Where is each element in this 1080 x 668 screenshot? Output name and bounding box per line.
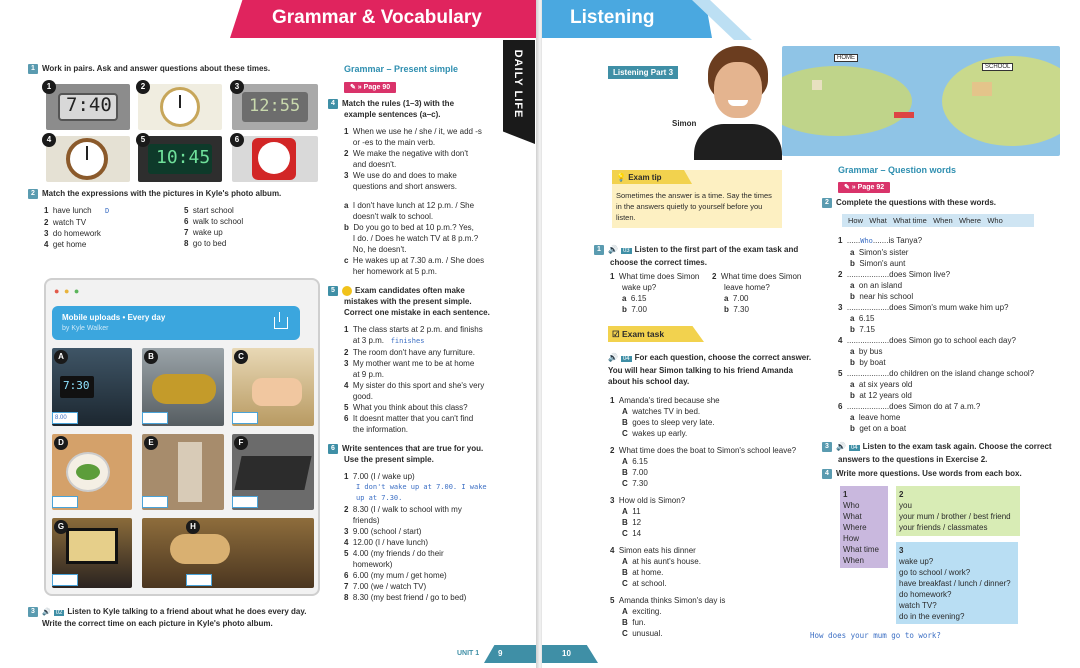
map-illustration: [782, 46, 1060, 156]
ex5-item-4: 4 My sister do this sport and she's very good.: [344, 381, 485, 401]
task-q1: 1 Amanda's tired because she A watches TV in bed. B goes to sleep very late. C wakes up early.: [610, 396, 720, 438]
qw-q3: 3 ...................does Simon's mum wake him up? a 6.15 b 7.15: [838, 303, 1009, 334]
clock-label-4: 4: [42, 133, 56, 147]
left-header-title: Grammar & Vocabulary: [272, 7, 482, 28]
clock-photo-2: [138, 84, 222, 130]
footer-arrow-left: [484, 645, 536, 663]
exam-tip-text: Sometimes the answer is a time. Say the times in the answers quietly to yourself before you listen.: [616, 191, 772, 222]
qw-ex2-instruction: 2 Complete the questions with these words.: [822, 198, 996, 208]
ex1-instruction: [28, 64, 270, 74]
ex6-heading-2: Use the present simple.: [344, 455, 434, 464]
ex5-item-6: 6 It doesnt matter that you can't find the information.: [344, 414, 474, 434]
time-answer-f[interactable]: [232, 496, 258, 508]
grammar-title-right: Grammar – Question words: [838, 165, 957, 175]
ex6-item-8: 8 8.30 (my best friend / go to bed): [344, 593, 467, 602]
audio-icon[interactable]: 🔊: [42, 609, 51, 617]
exam-candidates-icon: [342, 286, 352, 296]
clock-photo-6: [232, 136, 318, 182]
album-label-d: D: [54, 436, 68, 450]
exam-tip-title: 💡 Exam tip: [616, 173, 662, 182]
list-item: 4 get home: [44, 240, 87, 249]
ex2-instruction: [28, 189, 281, 199]
ex4-example-c: c He wakes up at 7.30 a.m. / She does her homework at 5 p.m.: [344, 256, 485, 276]
qw-ex4-instruction: 4 Write more questions. Use words from each box.: [822, 469, 1022, 479]
page-number-right: 10: [562, 649, 571, 658]
side-tab-label: DAILY LIFE: [512, 49, 524, 119]
page-number-left: 9: [498, 649, 503, 658]
ex6-answer-line1: I don't wake up at 7.00. I wake: [356, 483, 487, 491]
ex4-rule-2: 2 We make the negative with don't and doesn't.: [344, 149, 469, 169]
map-label-home: HOME: [834, 54, 858, 62]
ex4-rule-1: 1 When we use he / she / it, we add -s or -es to the main verb.: [344, 127, 482, 147]
qw-q1: 1 ......Who.......is Tanya? a Simon's sister b Simon's aunt: [838, 236, 923, 268]
album-label-e: E: [144, 436, 158, 450]
album-label-g: G: [54, 520, 68, 534]
album-label-h: H: [186, 520, 200, 534]
clock-photo-1: [46, 84, 130, 130]
left-page: [0, 0, 538, 668]
task-q4: 4 Simon eats his dinner A at his aunt's house. B at home. C at school.: [610, 546, 701, 588]
ex3-line2: Write the correct time on each picture in Kyle's photo album.: [42, 619, 273, 628]
task-q2: 2 What time does the boat to Simon's school leave? A 6.15 B 7.00 C 7.30: [610, 446, 797, 488]
time-answer-c[interactable]: [232, 412, 258, 424]
clock-3-digits: 12:55: [249, 96, 301, 116]
window-dots: ● ● ●: [54, 286, 81, 296]
time-answer-a[interactable]: 8.00: [52, 412, 78, 424]
ex5-heading-2: mistakes with the present simple.: [344, 297, 472, 306]
clock-label-5: 5: [136, 133, 150, 147]
list-item: 8 go to bed: [184, 239, 227, 248]
ex2-list-col2: [184, 205, 243, 249]
time-answer-b[interactable]: [142, 412, 168, 424]
time-answer-g[interactable]: [52, 574, 78, 586]
ex4-rule-3: 3 We use do and does to make questions and short answers.: [344, 171, 457, 191]
exam-task-title: ☑ Exam task: [612, 329, 665, 339]
ex6-answer-line2: up at 7.30.: [356, 494, 403, 502]
word-box-3: 3 wake up? go to school / work? have breakfast / lunch / dinner? do homework? watch TV? do in the evening?: [896, 542, 1018, 624]
footer-unit: UNIT 1: [457, 650, 480, 657]
ex6-block: [328, 443, 503, 603]
ex5-item-3: 3 My mother want me to be at home at 9 p.m.: [344, 359, 475, 379]
right-header-title: Listening: [570, 7, 655, 28]
exam-task-block: 🔊 04 For each question, choose the correct answer. You will hear Simon talking to his friend Amanda about his school day. 1 Amanda's tired because she A watches TV in bed. B goes to sleep very late. C wakes up early. 2 What time does the boat to Simon's school leave? A 6.15 B 7.00 C 7.30 3 How old is Simon? A 11 B 12 C 14 4 Simon eats his dinner A at his aunt's house. B at home. C at school. 5 Amanda thinks Simon's day is A exciting. B fun. C unusual.: [608, 352, 838, 639]
clock-photo-3: [232, 84, 318, 130]
clock-label-6: 6: [230, 133, 244, 147]
map-label-school: SCHOOL: [982, 63, 1013, 71]
task-q5: 5 Amanda thinks Simon's day is A exciting. B fun. C unusual.: [610, 596, 726, 638]
ex5-item-5: 5 What you think about this class?: [344, 403, 468, 412]
ex5-heading: 5 Exam candidates often make: [328, 285, 503, 296]
ex5-heading-3: Correct one mistake in each sentence.: [344, 308, 490, 317]
ex3-track: 02: [55, 610, 63, 617]
audio-icon[interactable]: 🔊: [836, 442, 846, 451]
list-item: 2 watch TV: [44, 218, 87, 227]
page-ref-right[interactable]: ✎ » Page 92: [838, 182, 890, 193]
audio-icon[interactable]: 🔊: [608, 245, 618, 254]
ex5-block: [328, 285, 503, 435]
ex5-correction-handwritten: finishes: [390, 337, 425, 345]
ex5-item-1: 1 The class starts at 2 p.m. and finishs at 3 p.m. finishes: [344, 325, 483, 345]
ex6-item-3: 3 9.00 (school / start): [344, 527, 422, 536]
ex4-example-a: a I don't have lunch at 12 p.m. / She doesn't walk to school.: [344, 201, 475, 221]
album-label-b: B: [144, 350, 158, 364]
page-ref-left[interactable]: ✎ » Page 90: [344, 82, 396, 93]
ex4-example-b: b Do you go to bed at 10 p.m.? Yes, I do. / Does he watch TV at 8 p.m.? No, he doesn't.: [344, 223, 479, 254]
word-box-1: 1 Who What Where How What time When: [840, 486, 888, 568]
share-icon-arrow: [279, 312, 283, 322]
time-answer-e[interactable]: [142, 496, 168, 508]
qw-ex3: 3 🔊 04 Listen to the exam task again. Choose the correct answers to the questions in Exercise 2.: [822, 441, 1052, 465]
clock-1-digits: 7:40: [66, 94, 112, 116]
album-a-clock: 7:30: [63, 379, 90, 392]
audio-icon[interactable]: 🔊: [608, 353, 618, 362]
ex3-number: 3: [28, 607, 38, 617]
album-banner: [52, 306, 300, 340]
simon-photo: [692, 40, 782, 160]
qw-q4: 4 ...................does Simon go to school each day? a by bus b by boat: [838, 336, 1016, 367]
ex2-number: 2: [28, 189, 38, 199]
ex1-question-2: 2 What time does Simon leave home? a 7.00 b 7.30: [712, 272, 802, 314]
ex4-handwritten-example: How does your mum go to work?: [810, 631, 941, 640]
list-item: 1 have lunch D: [44, 206, 110, 215]
qw-q6: 6 ...................does Simon do at 7 a.m.? a leave home b get on a boat: [838, 402, 981, 433]
qw-questions: [838, 235, 1058, 434]
ex1-number: 1: [28, 64, 38, 74]
list-item: 5 start school: [184, 206, 234, 215]
simon-caption: Simon: [672, 119, 697, 128]
ex4-heading: 4 Match the rules (1–3) with the: [328, 98, 498, 109]
qw-q2: 2 ...................does Simon live? a on an island b near his school: [838, 270, 951, 301]
time-answer-d[interactable]: [52, 496, 78, 508]
word-box: How What What time When Where Who: [842, 214, 1034, 227]
ex6-item-6: 6 6.00 (my mum / get home): [344, 571, 447, 580]
ex6-item-1: 1 7.00 (I / wake up): [344, 472, 415, 481]
clock-label-1: 1: [42, 80, 56, 94]
ex2-list-col1: [44, 205, 109, 250]
album-photo-h: [142, 518, 314, 588]
ex1-question-1: 1 What time does Simon wake up? a 6.15 b 7.00: [610, 272, 700, 314]
ex6-item-2: 2 8.30 (I / walk to school with my friends): [344, 505, 462, 525]
clock-photo-4: [46, 136, 130, 182]
time-answer-h[interactable]: [186, 574, 212, 586]
ex3-instruction: [28, 607, 306, 617]
ex3-line1: Listen to Kyle talking to a friend about what he does every day.: [67, 607, 307, 617]
check-icon: ☑: [612, 329, 620, 339]
album-label-c: C: [234, 350, 248, 364]
clock-label-2: 2: [136, 80, 150, 94]
listen-ex1: 1 🔊 03 Listen to the first part of the exam task and choose the correct times.: [594, 244, 798, 268]
ex2-text: Match the expressions with the pictures in Kyle's photo album.: [42, 189, 282, 199]
ex5-item-2: 2 The room don't have any furniture.: [344, 348, 475, 357]
ex4-heading-2: example sentences (a–c).: [344, 110, 441, 119]
qw-q5: 5 ...................do children on the island change school? a at six years old b at 12 years old: [838, 369, 1035, 400]
list-item: 7 wake up: [184, 228, 223, 237]
ex6-item-7: 7 7.00 (we / watch TV): [344, 582, 427, 591]
list-item: 6 walk to school: [184, 217, 244, 226]
ex4-block: [328, 98, 498, 277]
list-item: 3 do homework: [44, 229, 101, 238]
album-title: Mobile uploads • Every day: [62, 313, 166, 322]
ex1-text: Work in pairs. Ask and answer questions about these times.: [42, 64, 271, 74]
album-label-a: A: [54, 350, 68, 364]
album-label-f: F: [234, 436, 248, 450]
clock-photo-5: [138, 136, 222, 182]
task-q3: 3 How old is Simon? A 11 B 12 C 14: [610, 496, 686, 538]
lightbulb-icon: 💡: [616, 173, 626, 182]
word-box-2: 2 you your mum / brother / best friend your friends / classmates: [896, 486, 1020, 536]
listening-part-label: Listening Part 3: [608, 66, 678, 79]
album-author: by Kyle Walker: [62, 325, 109, 332]
clock-5-digits: 10:45: [156, 147, 211, 168]
grammar-title-left: Grammar – Present simple: [344, 64, 459, 74]
ex6-heading: 6 Write sentences that are true for you.: [328, 443, 503, 454]
ex2-answer-handwritten: D: [104, 207, 110, 215]
right-page: [542, 0, 1080, 668]
ex6-item-4: 4 12.00 (I / have lunch): [344, 538, 429, 547]
clock-label-3: 3: [230, 80, 244, 94]
ex6-item-5: 5 4.00 (my friends / do their homework): [344, 549, 444, 569]
